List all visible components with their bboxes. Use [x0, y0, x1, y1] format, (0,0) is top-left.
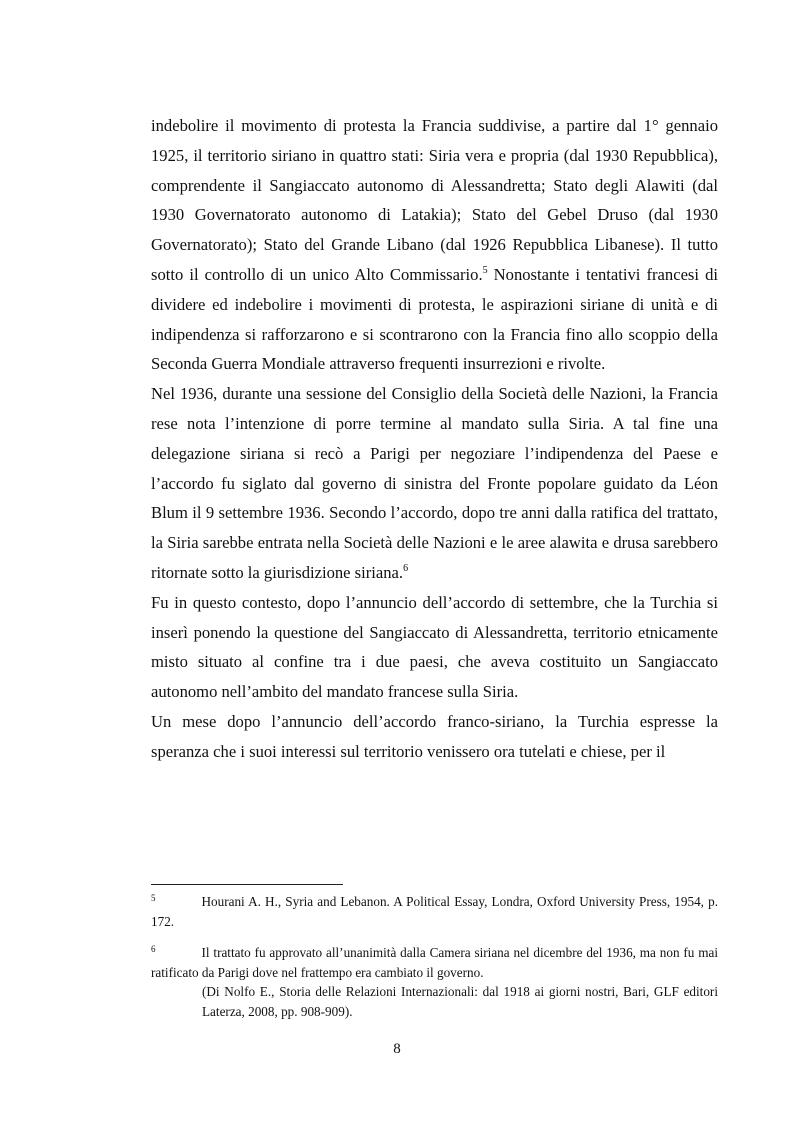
footnote-6-text: Il trattato fu approvato all’unanimità dalla Camera siriana nel dicembre del 1936, ma non fu mai ratificato da Parigi dove nel frattempo era cambiato il governo. — [151, 945, 718, 980]
footnote-5-text: Hourani A. H., Syria and Lebanon. A Political Essay, Londra, Oxford University Press, 1954, p. 172. — [151, 894, 718, 929]
paragraph-1-text-a: indebolire il movimento di protesta la Francia suddivise, a partire dal 1° gennaio 1925, il territorio siriano in quattro stati: Siria vera e propria (dal 1930 Repubblica), comprendente il Sangiaccato autonomo di Alessandretta; Stato degli Alawiti (dal 1930 Governatorato autonomo di Latakia); Stato del Gebel Druso (dal 1930 Governatorato); Stato del Grande Libano (dal 1926 Repubblica Libanese). Il tutto sotto il controllo di un unico Alto Commissario. — [151, 116, 718, 284]
footnote-ref-5[interactable]: 5 — [482, 264, 488, 276]
paragraph-3: Fu in questo contesto, dopo l’annuncio dell’accordo di settembre, che la Turchia si inserì ponendo la questione del Sangiaccato di Alessandretta, territorio etnicamente misto situato al confine tra i due paesi, che aveva costituito un Sangiaccato autonomo nell’ambito del mandato francese sulla Siria. — [151, 592, 718, 702]
footnote-6-continuation: (Di Nolfo E., Storia delle Relazioni Internazionali: dal 1918 ai giorni nostri, Bari, GLF editori Laterza, 2008, pp. 908-909). — [202, 984, 718, 1019]
paragraph-2 — [151, 379, 718, 588]
footnote-5-mark: 5 — [151, 893, 156, 903]
paragraph-2-text: Nel 1936, durante una sessione del Consiglio della Società delle Nazioni, la Francia rese nota l’intenzione di porre termine al mandato sulla Siria. A tal fine una delegazione siriana si recò a Parigi per negoziare l’indipendenza del Paese e l’accordo fu siglato dal governo di sinistra del Fronte popolare guidato da Léon Blum il 9 settembre 1936. Secondo l’accordo, dopo tre anni dalla ratifica del trattato, la Siria sarebbe entrata nella Società delle Nazioni e le aree alawita e drusa sarebbero ritornate sotto la giurisdizione siriana. — [151, 384, 718, 582]
footnotes — [151, 892, 718, 1021]
footnote-divider — [151, 884, 343, 885]
paragraph-1 — [151, 111, 718, 379]
page-number: 8 — [393, 1041, 401, 1057]
footnote-ref-6[interactable]: 6 — [403, 562, 409, 574]
footnote-6 — [151, 943, 718, 982]
paragraph-1-text-b: Nonostante i tentativi francesi di dividere ed indebolire i movimenti di protesta, le aspirazioni siriane di unità e di indipendenza si rafforzarono e si scontrarono con la Francia fino allo scoppio della Seconda Guerra Mondiale attraverso frequenti insurrezioni e rivolte. — [151, 264, 718, 374]
footnote-6-mark: 6 — [151, 944, 156, 954]
footnote-5 — [151, 892, 718, 931]
body-text — [151, 111, 718, 767]
paragraph-4: Un mese dopo l’annuncio dell’accordo franco-siriano, la Turchia espresse la speranza che i suoi interessi sul territorio venissero ora tutelati e chiese, per il — [151, 711, 718, 761]
